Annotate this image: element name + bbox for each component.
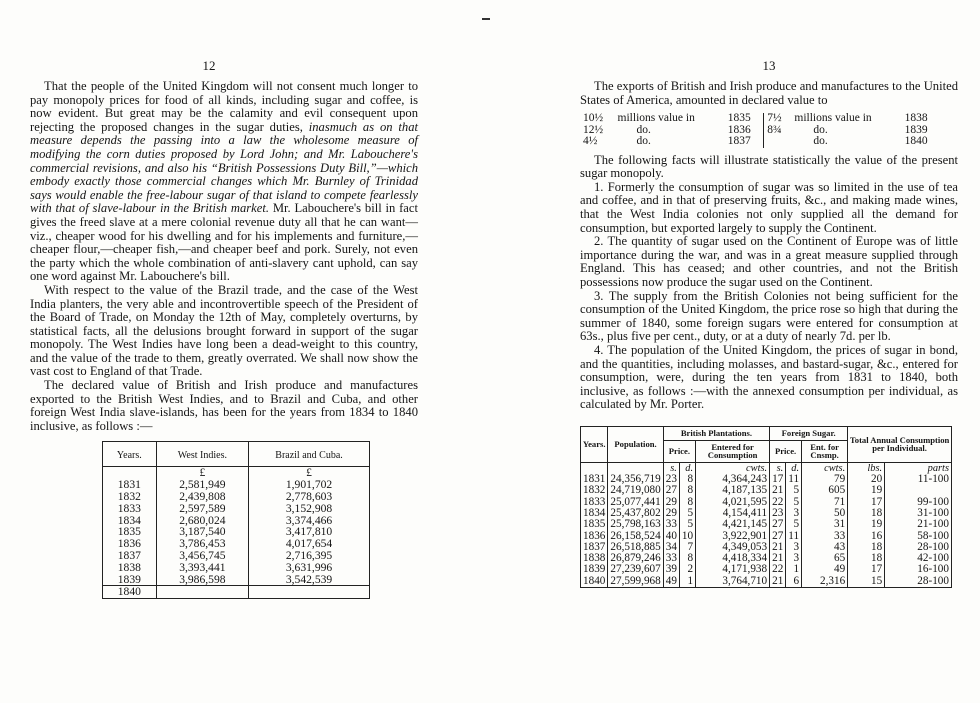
value-cell: 3,986,598 <box>156 574 248 586</box>
paragraph: The exports of British and Irish produce and manufactures to the United States of America, amounted in declared value to <box>580 79 958 107</box>
table-cell: 2 <box>679 564 695 575</box>
table-cell: 26,158,524 <box>608 531 663 542</box>
column-header: Population. <box>608 426 663 462</box>
column-header: West Indies. <box>156 442 248 467</box>
year-cell: 1832 <box>103 491 157 503</box>
table-cell: 21 <box>770 553 786 564</box>
table-cell: 5 <box>679 508 695 519</box>
table-cell: 21 <box>770 485 786 496</box>
table-cell: 28-100 <box>885 576 952 588</box>
table-cell: 27 <box>663 485 679 496</box>
table-cell: 25,437,802 <box>608 508 663 519</box>
value-cell: 3,187,540 <box>156 526 248 538</box>
table-cell: 8 <box>679 474 695 485</box>
table-cell: 11 <box>786 531 802 542</box>
column-header: Price. <box>663 440 695 462</box>
table-cell: 49 <box>802 564 848 575</box>
table-cell: 27,239,607 <box>608 564 663 575</box>
table-cell: 20 <box>848 474 885 485</box>
year-cell: 1836 <box>103 538 157 550</box>
table-cell: 27 <box>770 531 786 542</box>
value-cell: 2,439,808 <box>156 491 248 503</box>
table-cell: 8 <box>679 485 695 496</box>
table-row <box>103 503 370 515</box>
value-cell: 3,374,466 <box>285 513 333 527</box>
table-cell: 43 <box>802 542 848 553</box>
table-cell: 10 <box>679 531 695 542</box>
year-cell: 1839 <box>103 574 157 586</box>
value-cell: 2,581,949 <box>156 479 248 491</box>
table-cell: 24,719,080 <box>608 485 663 496</box>
table-cell: 28-100 <box>885 542 952 553</box>
table-cell: 4,421,145 <box>696 519 770 530</box>
table-cell: 18 <box>848 542 885 553</box>
table-cell: 4,021,595 <box>696 497 770 508</box>
table-cell: 1839 <box>581 564 608 575</box>
table-cell: 3 <box>786 553 802 564</box>
table-cell: 1 <box>786 564 802 575</box>
value-cell: 2,680,024 <box>156 515 248 527</box>
table-cell: 21-100 <box>885 519 952 530</box>
page-number: 13 <box>762 58 776 73</box>
exports-table <box>102 441 370 599</box>
table-cell: 27,599,968 <box>608 576 663 588</box>
table-cell: 22 <box>770 497 786 508</box>
table-cell: 1840 <box>581 576 608 588</box>
table-cell: 8 <box>679 497 695 508</box>
list-item: 12½ do. 1836 8¾ do. 1839 <box>583 123 928 136</box>
table-cell: 31 <box>802 519 848 530</box>
year-cell: 1838 <box>103 562 157 574</box>
table-cell: 605 <box>802 485 848 496</box>
sugar-consumption-table <box>580 426 952 588</box>
usa-exports-list <box>580 113 940 148</box>
table-cell: 33 <box>663 519 679 530</box>
table-cell: 17 <box>770 474 786 485</box>
table-cell: 1838 <box>581 553 608 564</box>
table-cell: 39 <box>663 564 679 575</box>
table-row <box>581 519 952 530</box>
table-cell: 79 <box>802 474 848 485</box>
table-cell: 1834 <box>581 508 608 519</box>
year-cell: 1833 <box>103 503 157 515</box>
table-cell: 1832 <box>581 485 608 496</box>
value-cell: 3,152,908 <box>285 501 333 515</box>
table-cell: 23 <box>663 474 679 485</box>
paragraph: 1. Formerly the consumption of sugar was so limited in the use of tea and coffee, and in that of preserving fruits, &c., and making made wines, that the West India colonies not only supplied all the demand for consumption, but exported largely to supply the Continent. <box>580 179 958 235</box>
table-cell: 3,922,901 <box>696 531 770 542</box>
table-cell: 27 <box>770 519 786 530</box>
value-cell: 1,901,702 <box>285 478 333 492</box>
table-cell: 17 <box>848 564 885 575</box>
value-cell: 3,786,453 <box>156 538 248 550</box>
table-row <box>103 562 370 574</box>
table-cell: 21 <box>770 542 786 553</box>
paragraph: The following facts will illustrate statistically the value of the present sugar monopoly. <box>580 152 958 181</box>
table-cell: 1833 <box>581 497 608 508</box>
table-cell <box>885 485 952 496</box>
table-cell: 4,364,243 <box>696 474 770 485</box>
year-cell: 1840 <box>103 586 157 599</box>
table-cell: 4,418,334 <box>696 553 770 564</box>
table-cell: 4,187,135 <box>696 485 770 496</box>
year-cell: 1831 <box>103 479 157 491</box>
units-row: s. d. cwts. s. d. cwts. lbs. parts <box>581 462 952 474</box>
table-header-row <box>581 426 952 440</box>
column-header: Years. <box>581 426 608 462</box>
table-cell: 8 <box>679 553 695 564</box>
year-cell: 1837 <box>103 550 157 562</box>
table-cell: 1835 <box>581 519 608 530</box>
table-cell: 71 <box>802 497 848 508</box>
table-cell: 25,077,441 <box>608 497 663 508</box>
table-row <box>103 586 370 599</box>
table-cell: 3 <box>786 508 802 519</box>
table-body <box>581 474 952 587</box>
table-cell: 31-100 <box>885 508 952 519</box>
table-cell: 17 <box>848 497 885 508</box>
table-cell: 23 <box>770 508 786 519</box>
table-cell: 3,764,710 <box>696 576 770 588</box>
table-cell: 50 <box>802 508 848 519</box>
table-cell: 24,356,719 <box>608 474 663 485</box>
value-cell: 3,393,441 <box>156 562 248 574</box>
table-cell: 42-100 <box>885 553 952 564</box>
table-cell: 26,879,246 <box>608 553 663 564</box>
table-row <box>581 576 952 588</box>
table-cell: 4,349,053 <box>696 542 770 553</box>
group-header: Foreign Sugar. <box>770 426 848 440</box>
page-number: 12 <box>202 58 216 73</box>
column-header: Years. <box>103 442 157 467</box>
paragraph: 4. The population of the United Kingdom, the prices of sugar in bond, and the quantities, including molasses, and bastard-sugar, &c., entered for consumption, were, during the ten years from 1831 to 1840, both inclusive, as follows :—with the annexed consumption per individual, as calculated by Mr. Porter. <box>580 343 958 412</box>
table-cell: 5 <box>786 519 802 530</box>
table-cell: 5 <box>679 519 695 530</box>
table-cell: 5 <box>786 497 802 508</box>
value-cell: 2,716,395 <box>285 549 333 563</box>
table-cell: 4,171,938 <box>696 564 770 575</box>
scan-mark <box>482 18 490 20</box>
paragraph: 2. The quantity of sugar used on the Continent of Europe was of little importance during the war, and was in a great measure supplied through England. This has ceased; and other countries, and not the British possessions now produce the sugar used on the Continent. <box>580 234 958 290</box>
left-page <box>30 58 418 599</box>
paragraph: With respect to the value of the Brazil trade, and the case of the West India planters, the very able and incontrovertible speech of the President of the Board of Trade, on Monday the 12th of May, completely overturns, by statistical facts, all the delusions brought forward in support of the sugar monopoly. The West Indies have long been a dead-weight to this country, and the value of the trade to them, greatly overrated. We shall now show the vast cost to England of that Trade. <box>30 282 418 379</box>
table-cell: 6 <box>786 576 802 588</box>
value-cell: 3,417,810 <box>285 525 333 539</box>
table-cell: 16 <box>848 531 885 542</box>
value-cell: 3,631,996 <box>285 560 333 574</box>
paragraph: That the people of the United Kingdom will not consent much longer to pay monopoly prices for food of all kinds, including sugar and coffee, is now evident. But great may be the calamity and evil consequent upon rejecting the proposed changes in the sugar duties, inasmuch as on that measure depends the passing into a law the wholesome measure of modifying the corn duties proposed by Lord John; and Mr. Labouchere's commercial revisions, and also his “British Possessions Duty Bill,”—which embody exactly those commercial changes which Mr. Burnley of Trinidad says would enable the free-labour sugar of that island to compete fearlessly with that of slave-labour in the British market. Mr. Labouchere's bill in fact gives the freed slave at a mere colonial revenue duty all that he can want—viz., cheaper wood for his dwelling and for his implements and furniture,—cheaper flour,—cheaper fish,—and cheaper beef and pork. Surely, not even the party which the whole combination of anti-slavery cant uphold, can say one word against Mr. Labouchere's bill. <box>30 79 419 284</box>
table-header-row <box>103 442 370 467</box>
table-cell: 1831 <box>581 474 608 485</box>
table-cell: 7 <box>679 542 695 553</box>
table-cell: 58-100 <box>885 531 952 542</box>
year-cell: 1834 <box>103 515 157 527</box>
currency-symbol: £ <box>306 466 312 480</box>
table-cell: 49 <box>663 576 679 588</box>
table-cell: 2,316 <box>802 576 848 588</box>
table-cell: 65 <box>802 553 848 564</box>
value-cell: 3,542,539 <box>249 574 370 586</box>
column-header: Ent. for Cnsmp. <box>802 440 848 462</box>
table-cell: 15 <box>848 576 885 588</box>
table-cell: 29 <box>663 508 679 519</box>
list-item: 4½ do. 1837 do. 1840 <box>583 135 928 148</box>
table-cell: 99-100 <box>885 497 952 508</box>
table-cell: 16-100 <box>885 564 952 575</box>
table-cell: 5 <box>786 485 802 496</box>
value-cell: 2,778,603 <box>285 490 333 504</box>
value-cell: 4,017,654 <box>285 537 333 551</box>
table-cell: 22 <box>770 564 786 575</box>
table-cell: 4,154,411 <box>696 508 770 519</box>
table-cell: 26,518,885 <box>608 542 663 553</box>
table-cell: 19 <box>848 519 885 530</box>
column-header: Total Annual Consumption per Individual. <box>848 426 952 462</box>
table-cell: 29 <box>663 497 679 508</box>
group-header: British Plantations. <box>663 426 769 440</box>
value-cell: 2,597,589 <box>156 503 248 515</box>
table-cell: 11-100 <box>885 474 952 485</box>
table-cell: 3 <box>786 542 802 553</box>
paragraph: 3. The supply from the British Colonies not being sufficient for the consumption of the United Kingdom, the price rose so high that during the summer of 1840, some foreign sugars were entered for consumption at 63s., plus five per cent., duty, or at a duty of nearly 7d. per lb. <box>580 288 958 344</box>
table-cell: 40 <box>663 531 679 542</box>
value-cell: 3,456,745 <box>156 550 248 562</box>
table-cell: 18 <box>848 508 885 519</box>
paragraph: The declared value of British and Irish produce and manufactures exported to the British West Indies, and to Brazil and Cuba, and other foreign West India slave-islands, has been for the years from 1834 to 1840 inclusive, as follows :— <box>30 378 418 433</box>
table-cell: 1836 <box>581 531 608 542</box>
table-row <box>103 574 370 586</box>
table-cell: 34 <box>663 542 679 553</box>
currency-symbol: £ <box>156 467 248 479</box>
table-cell: 25,798,163 <box>608 519 663 530</box>
table-cell: 33 <box>802 531 848 542</box>
table-cell: 1 <box>679 576 695 588</box>
table-cell: 1837 <box>581 542 608 553</box>
column-header: Brazil and Cuba. <box>249 442 370 467</box>
list-item: 10½ millions value in 1835 7½ millions value in 1838 <box>583 112 928 125</box>
column-header: Entered for Consumption <box>696 440 770 462</box>
table-cell: 19 <box>848 485 885 496</box>
table-cell: 18 <box>848 553 885 564</box>
table-row <box>581 485 952 496</box>
table-cell: 21 <box>770 576 786 588</box>
table-cell: 33 <box>663 553 679 564</box>
right-page <box>580 58 958 588</box>
year-cell: 1835 <box>103 526 157 538</box>
table-cell: 11 <box>786 474 802 485</box>
column-header: Price. <box>770 440 802 462</box>
